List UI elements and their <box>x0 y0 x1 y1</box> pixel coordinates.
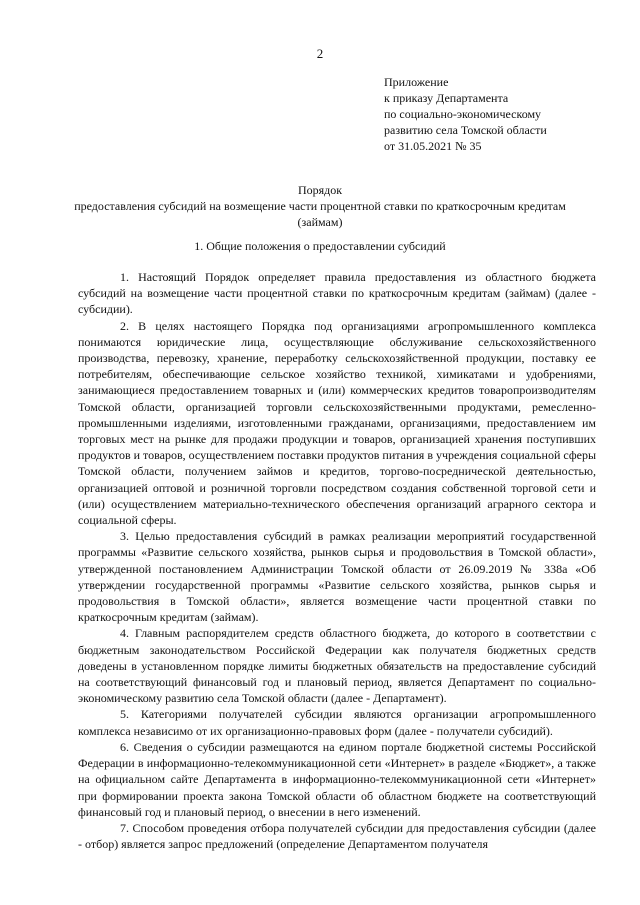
appendix-line: от 31.05.2021 № 35 <box>384 139 482 153</box>
document-body <box>78 269 596 852</box>
paragraph-7: 7. Способом проведения отбора получателей субсидии для предоставления субсидии (далее - отбор) является запрос предложений (определение Департаментом получателя <box>78 820 596 852</box>
appendix-line: по социально-экономическому <box>384 107 542 121</box>
title-subtitle: предоставления субсидий на возмещение части процентной ставки по краткосрочным кредитам (займам) <box>74 199 566 229</box>
page-number: 2 <box>316 46 324 61</box>
appendix-line: развитию села Томской области <box>384 123 547 137</box>
paragraph-2: 2. В целях настоящего Порядка под организациями агропромышленного комплекса понимаются юридические лица, осуществляющие обслуживание сельскохозяйственного производства, перевозку, хранение, переработку сельскохозяйственной продукции, поставку ее потребителям, обеспечивающие сельское хозяйство техникой, химикатами и удобрениями, занимающиеся предоставлением товарных и (или) коммерческих кредитов товаропроизводителям Томской области, организацией торговли сельскохозяйственными продуктами, ремесленно-промышленными изделиями, изготовленными гражданами, организациями, предоставлением им торговых мест на рынке для продажи продукции и товаров, организацией хранения поступивших продуктов и товаров, осуществлением поставки продуктов питания в учреждения социальной сферы Томской области, получением займов и кредитов, торгово-посреднической деятельностью, организацией оптовой и розничной торговли посредством создания собственной торговой сети и (или) осуществлением материально-технического обеспечения организаций аграрного сектора и социальной сферы. <box>78 318 596 528</box>
paragraph-6: 6. Сведения о субсидии размещаются на едином портале бюджетной системы Российской Федерации в информационно-телекоммуникационной сети «Интернет» в разделе «Бюджет», а также на официальном сайте Департамента в информационно-телекоммуникационной сети «Интернет» при формировании проекта закона Томской области об областном бюджете на соответствующий финансовый год и плановый период, о внесении в него изменений. <box>78 739 596 819</box>
paragraph-5: 5. Категориями получателей субсидии являются организации агропромышленного комплекса независимо от их организационно-правовых форм (далее - получатели субсидий). <box>78 707 596 738</box>
title-line: Порядок <box>297 183 343 197</box>
section-heading: 1. Общие положения о предоставлении субсидий <box>194 239 446 253</box>
appendix-line: к приказу Департамента <box>384 91 509 105</box>
paragraph-3: 3. Целью предоставления субсидий в рамках реализации мероприятий государственной программы «Развитие сельского хозяйства, рынков сырья и продовольствия в Томской области», утвержденной постановлением Администрации Томской области от 26.09.2019 № 338а «Об утверждении государственной программы «Развитие сельского хозяйства, рынков сырья и продовольствия в Томской области», является возмещение части процентной ставки по краткосрочным кредитам (займам). <box>78 529 596 625</box>
appendix-block <box>384 74 614 154</box>
paragraph-4: 4. Главным распорядителем средств областного бюджета, до которого в соответствии с бюджетным законодательством Российской Федерации как получателя бюджетных средств доведены в установленном порядке лимиты бюджетных обязательств на предоставление субсидий на соответствующий финансовый год и плановый период, является Департамент по социально-экономическому развитию села Томской области (далее - Департамент). <box>78 626 596 706</box>
document-title <box>70 182 570 230</box>
paragraph-1: 1. Настоящий Порядок определяет правила предоставления из областного бюджета субсидий на возмещение части процентной ставки по краткосрочным кредитам (займам) (далее - субсидии). <box>78 270 596 317</box>
appendix-line: Приложение <box>384 75 449 89</box>
